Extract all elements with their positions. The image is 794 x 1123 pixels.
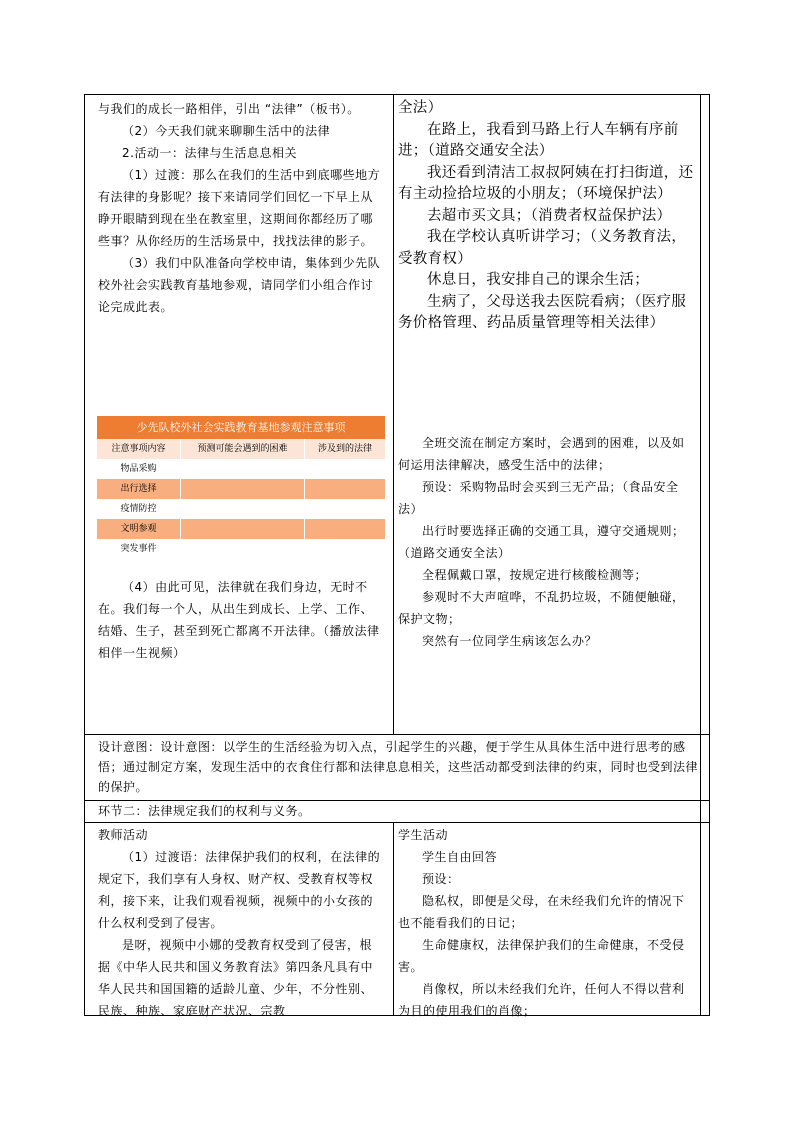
column-header: 注意事项内容	[97, 439, 181, 459]
row-label: 文明参观	[97, 519, 181, 539]
text-line: （4）由此可见，法律就在我们身边，无时不在。我们每一个人，从出生到成长、上学、工作、结婚、生子，甚至到死亡都离不开法律。（播放法律相伴一生视频）	[98, 580, 380, 660]
text-line: （3）我们中队准备向学校申请，集体到少先队校外社会实践教育基地参观，请同学们小组合作讨论完成此表。	[98, 256, 381, 314]
text-line: 休息日，我安排自己的课余生活；	[427, 272, 649, 288]
text-line: 与我们的成长一路相伴，引出 “法律”（板书）。	[98, 102, 360, 116]
text-line: 预设：	[422, 872, 460, 886]
notice-table-header	[97, 439, 385, 459]
design-intent-text: 设计意图：设计意图：以学生的生活经验为切入点，引起学生的兴趣，便于学生从具体生活中进行思考的感悟；通过制定方案，发现生活中的衣食住行都和法律息息相关，这些活动都受到法律的约束，同时也受到法律的保护。	[98, 740, 699, 794]
table-row	[97, 519, 385, 539]
teacher-activity	[98, 824, 384, 1022]
text-line: 全程佩戴口罩，按规定进行核酸检测等；	[422, 568, 648, 582]
text-line: 全班交流在制定方案时，会遇到的困难，以及如何运用法律解决，感受生活中的法律；	[398, 436, 685, 472]
section-title: 环节二：法律规定我们的权利与义务。	[98, 804, 311, 818]
table-row	[97, 539, 385, 559]
left-bottom-text	[98, 576, 384, 664]
row-divider-1	[84, 734, 710, 735]
text-line: 出行时要选择正确的交通工具，遵守交通规则；（道路交通安全法）	[398, 524, 685, 560]
text-line: 在路上，我看到马路上行人车辆有序前进；（道路交通安全法）	[398, 121, 679, 159]
table-row	[97, 499, 385, 519]
text-line: 生病了，父母送我去医院看病；（医疗服务价格管理、药品质量管理等相关法律）	[398, 293, 687, 331]
text-line: （1）过渡：那么在我们的生活中到底哪些地方有法律的身影呢？接下来请同学们回忆一下早上从睁开眼睛到现在坐在教室里，这期间你都经历了哪些事？从你经历的生活场景中，找找法律的影子。	[98, 168, 381, 248]
text-line: 预设：采购物品时会买到三无产品；（食品安全法）	[398, 480, 679, 516]
row-label: 物品采购	[97, 459, 181, 479]
student-activity	[398, 824, 696, 1022]
student-heading: 学生活动	[398, 828, 449, 842]
column-divider-bottom	[393, 822, 394, 1016]
text-line: 2.活动一：法律与生活息息相关	[122, 146, 297, 160]
teacher-heading: 教师活动	[98, 828, 149, 842]
text-line: 我在学校认真听讲学习；（义务教育法，受教育权）	[398, 229, 687, 267]
table-row	[97, 479, 385, 499]
text-line: 去超市买文具；（消费者权益保护法）	[427, 207, 672, 224]
text-line: 突然有一位同学生病该怎么办？	[422, 634, 598, 648]
row-divider-3	[84, 822, 710, 823]
text-line: （2）今天我们就来聊聊生活中的法律	[122, 124, 331, 138]
text-line: 隐私权，即便是父母，在未经我们允许的情况下也不能看我们的日记；	[398, 894, 685, 930]
column-header: 预测可能会遇到的困难	[181, 439, 305, 459]
text-line: 我还看到清洁工叔叔阿姨在打扫街道，还有主动捡拾垃圾的小朋友；（环境保护法）	[398, 164, 694, 202]
text-line: 生命健康权，法律保护我们的生命健康，不受侵害。	[398, 938, 685, 974]
outer-right-double-line	[700, 94, 701, 1016]
text-line: 全法）	[398, 100, 443, 116]
text-line: 肖像权，所以未经我们允许，任何人不得以营利为目的使用我们的肖像；	[398, 982, 685, 1018]
text-line: 是呀，视频中小娜的受教育权受到了侵害，根据《中华人民共和国义务教育法》第四条凡具有中华人民共和国国籍的适龄儿童、少年，不分性别、民族、种族、家庭财产状况、宗教	[98, 938, 374, 1018]
column-divider-top	[393, 94, 394, 734]
table-row	[97, 459, 385, 479]
text-line: （1）过渡语：法律保护我们的权利，在法律的规定下，我们享有人身权、财产权、受教育权等权利，接下来，让我们观看视频，视频中的小女孩的什么权利受到了侵害。	[98, 850, 381, 930]
row-label: 出行选择	[97, 479, 181, 499]
text-line: 学生自由回答	[422, 850, 498, 864]
section2-title	[98, 801, 698, 821]
column-header: 涉及到的法律	[317, 444, 372, 454]
notice-table	[97, 416, 385, 559]
right-top-text	[398, 98, 696, 335]
row-label: 突发事件	[97, 539, 181, 559]
row-label: 疫情防控	[97, 499, 181, 519]
right-mid-text	[398, 432, 696, 652]
text-line: 参观时不大声喧哗，不乱扔垃圾，不随便触碰，保护文物；	[398, 590, 685, 626]
left-top-text	[98, 98, 384, 318]
notice-table-title: 少先队校外社会实践教育基地参观注意事项	[97, 416, 385, 439]
design-intent	[98, 737, 698, 797]
